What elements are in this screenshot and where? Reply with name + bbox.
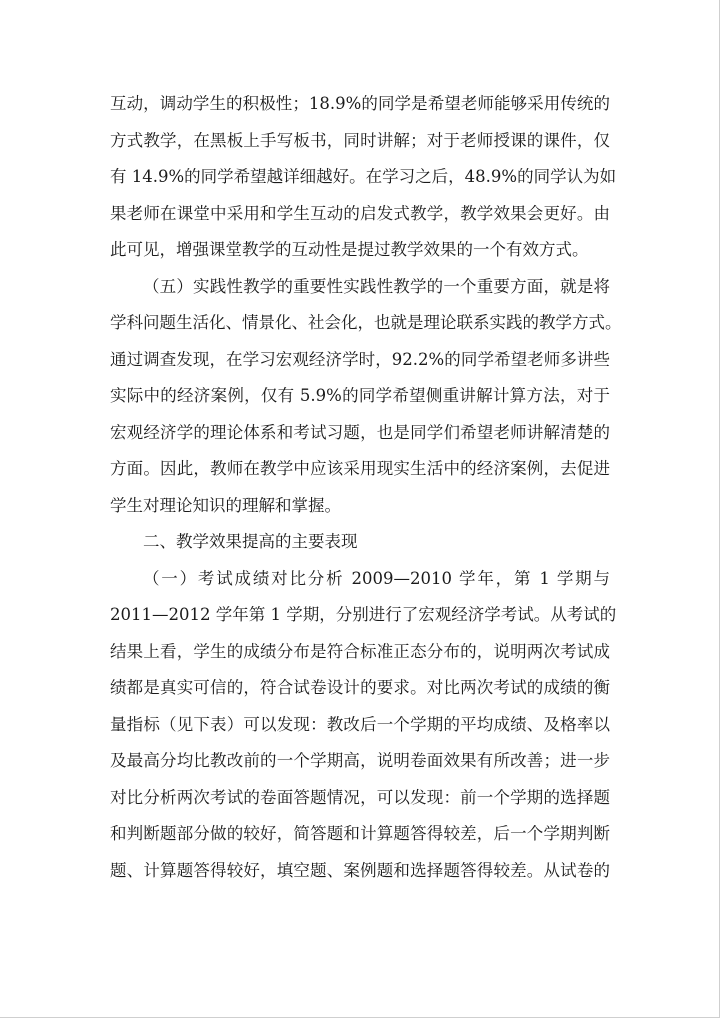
text-line: 方面。因此，教师在教学中应该采用现实生活中的经济案例，去促进	[110, 459, 610, 478]
text-line: 对比分析两次考试的卷面答题情况，可以发现：前一个学期的选择题	[110, 787, 610, 807]
text-line: 2011—2012 学年第 1 学期，分别进行了宏观经济学考试。从考试的	[110, 605, 617, 624]
text-line: 学科问题生活化、情景化、社会化，也就是理论联系实践的教学方式。	[110, 313, 622, 332]
text-line: 及最高分均比教改前的一个学期高，说明卷面效果有所改善；进一步	[110, 751, 610, 770]
text-line: 结果上看，学生的成绩分布是符合标准正态分布的，说明两次考试成	[110, 641, 610, 661]
text-line: 和判断题部分做的较好，简答题和计算题答得较差，后一个学期判断	[110, 824, 610, 843]
text-line: 通过调查发现，在学习宏观经济学时，92.2%的同学希望老师多讲些	[110, 349, 610, 369]
text-line: 宏观经济学的理论体系和考试习题，也是同学们希望老师讲解清楚的	[110, 422, 610, 442]
paragraph-first-line: （五）实践性教学的重要性实践性教学的一个重要方面，就是将	[143, 276, 610, 296]
text-line: 实际中的经济案例，仅有 5.9%的同学希望侧重讲解计算方法，对于	[110, 386, 610, 405]
text-line: 有 14.9%的同学希望越详细越好。在学习之后，48.9%的同学认为如	[110, 167, 617, 186]
document-body	[110, 86, 622, 889]
text-line: 学生对理论知识的理解和掌握。	[110, 495, 341, 515]
text-line: 互动，调动学生的积极性；18.9%的同学是希望老师能够采用传统的	[110, 94, 610, 113]
text-line: 绩都是真实可信的，符合试卷设计的要求。对比两次考试的成绩的衡	[110, 678, 610, 697]
paragraph-first-line: （一）考试成绩对比分析 2009—2010 学年，第 1 学期与	[143, 568, 610, 588]
text-line: 题、计算题答得较好，填空题、案例题和选择题答得较差。从试卷的	[110, 860, 610, 880]
text-line: 量指标（见下表）可以发现：教改后一个学期的平均成绩、及格率以	[110, 714, 610, 734]
section-heading: 二、教学效果提高的主要表现	[143, 532, 358, 551]
text-line: 此可见，增强课堂教学的互动性是提过教学效果的一个有效方式。	[110, 240, 589, 259]
text-line: 方式教学，在黑板上手写板书，同时讲解；对于老师授课的课件，仅	[110, 130, 610, 150]
text-line: 果老师在课堂中采用和学生互动的启发式教学，教学效果会更好。由	[110, 203, 610, 223]
